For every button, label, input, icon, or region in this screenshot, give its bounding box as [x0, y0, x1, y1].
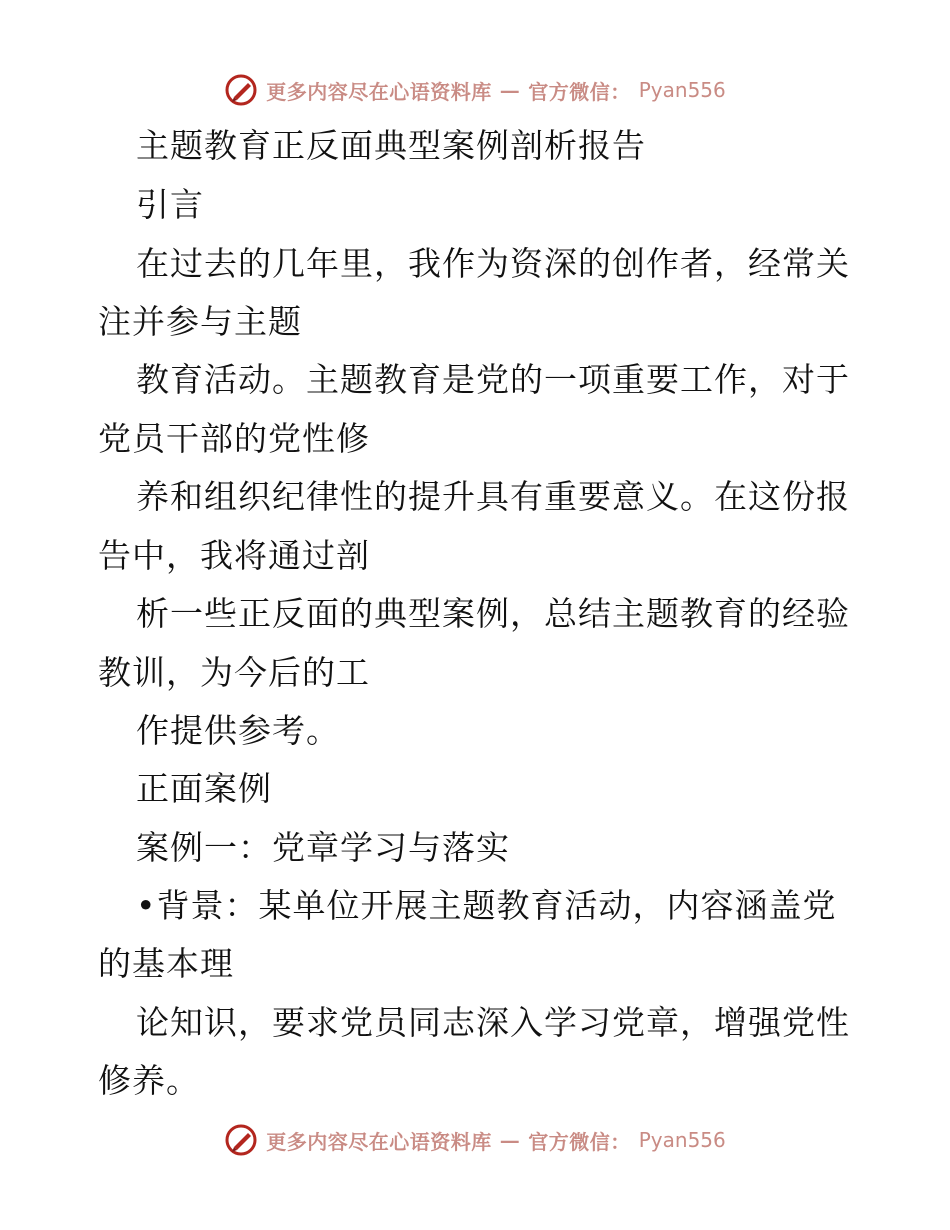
- paragraph-line: 党员干部的党性修: [98, 419, 370, 458]
- case-heading: 案例一：党章学习与落实: [136, 828, 510, 867]
- pen-logo-icon: [224, 1123, 258, 1157]
- paragraph-line: 养和组织纪律性的提升具有重要意义。在这份报: [136, 477, 850, 516]
- banner-site-text: 更多内容尽在心语资料库: [266, 1129, 492, 1154]
- banner-wechat-id: Pyan556: [638, 78, 726, 102]
- paragraph-line: 析一些正反面的典型案例，总结主题教育的经验: [136, 594, 850, 633]
- banner-wechat-label: 官方微信：: [528, 1129, 631, 1154]
- paragraph-line: 教训，为今后的工: [98, 653, 370, 692]
- footer-banner: [0, 1118, 950, 1162]
- paragraph-line: 注并参与主题: [98, 302, 302, 341]
- banner-site-text: 更多内容尽在心语资料库: [266, 79, 492, 104]
- paragraph-line: 告中，我将通过剖: [98, 536, 370, 575]
- paragraph-line: 教育活动。主题教育是党的一项重要工作，对于: [136, 360, 850, 399]
- paragraph-line: 作提供参考。: [136, 711, 340, 750]
- bullet-line: •背景：某单位开展主题教育活动，内容涵盖党: [136, 886, 837, 925]
- paragraph-line: 论知识，要求党员同志深入学习党章，增强党性: [136, 1003, 850, 1042]
- section-heading-positive-cases: 正面案例: [136, 769, 272, 808]
- banner-dash: —: [499, 78, 521, 102]
- banner-dash: —: [499, 1128, 521, 1152]
- section-heading-introduction: 引言: [136, 185, 204, 224]
- paragraph-line: 修养。: [98, 1061, 200, 1100]
- document-title: 主题教育正反面典型案例剖析报告: [136, 126, 646, 165]
- paragraph-line: 的基本理: [98, 944, 234, 983]
- banner-wechat-label: 官方微信：: [528, 79, 631, 104]
- banner-wechat-id: Pyan556: [638, 1128, 726, 1152]
- paragraph-line: 在过去的几年里，我作为资深的创作者，经常关: [136, 244, 850, 283]
